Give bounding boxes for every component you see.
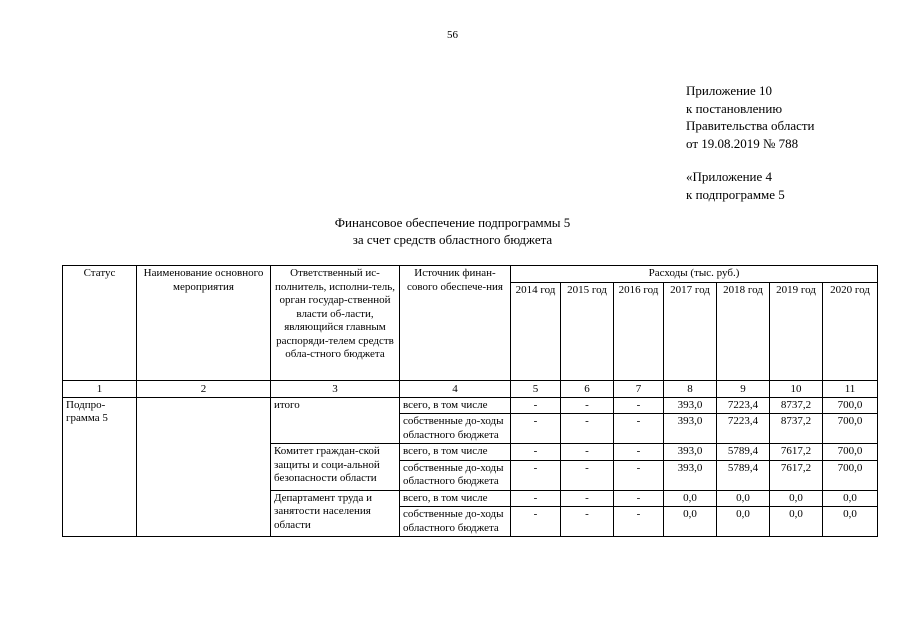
column-number: 5 xyxy=(511,380,561,397)
value-cell: 0,0 xyxy=(664,507,717,537)
column-number-row xyxy=(63,380,878,397)
appendix-line: Правительства области xyxy=(686,118,815,133)
column-number: 7 xyxy=(614,380,664,397)
appendix-line: от 19.08.2019 № 788 xyxy=(686,135,799,151)
value-cell: 393,0 xyxy=(664,460,717,490)
value-cell: - xyxy=(561,490,614,507)
value-cell: 5789,4 xyxy=(717,444,770,461)
header-year: 2020 год xyxy=(823,282,878,380)
appendix-line: к постановлению xyxy=(686,100,783,116)
value-cell: 7617,2 xyxy=(770,444,823,461)
financing-table xyxy=(62,265,878,537)
value-cell: 7223,4 xyxy=(717,397,770,414)
value-cell: - xyxy=(614,397,664,414)
value-cell: - xyxy=(561,460,614,490)
header-year: 2019 год xyxy=(770,282,823,380)
column-number: 4 xyxy=(400,380,511,397)
appendix-line: Приложение 10 xyxy=(686,83,773,98)
value-cell: 700,0 xyxy=(823,444,878,461)
value-cell: 700,0 xyxy=(823,414,878,444)
column-number: 9 xyxy=(717,380,770,397)
value-cell: - xyxy=(511,490,561,507)
value-cell: 5789,4 xyxy=(717,460,770,490)
status-cell: Подпро-грамма 5 xyxy=(63,397,137,537)
value-cell: 8737,2 xyxy=(770,397,823,414)
value-cell: 700,0 xyxy=(823,397,878,414)
header-expenses: Расходы (тыс. руб.) xyxy=(511,266,878,283)
value-cell: - xyxy=(614,507,664,537)
value-cell: - xyxy=(614,460,664,490)
source-cell: собственные до-ходы областного бюджета xyxy=(400,460,511,490)
value-cell: 7223,4 xyxy=(717,414,770,444)
value-cell: - xyxy=(614,414,664,444)
header-activity: Наименование основного мероприятия xyxy=(137,266,271,381)
header-year: 2015 год xyxy=(561,282,614,380)
document-title xyxy=(0,214,905,248)
header-year: 2017 год xyxy=(664,282,717,380)
appendix-line: «Приложение 4 xyxy=(686,169,773,184)
header-source: Источник финан-сового обеспече-ния xyxy=(400,266,511,381)
executor-cell: итого xyxy=(271,397,400,444)
header-executor: Ответственный ис-полнитель, исполни-тель, орган государ-ственной власти об-ласти, являющийся главным распоряди-телем средств обла-стного бюджета xyxy=(271,266,400,381)
value-cell: - xyxy=(511,444,561,461)
value-cell: - xyxy=(561,444,614,461)
source-cell: собственные до-ходы областного бюджета xyxy=(400,414,511,444)
value-cell: 0,0 xyxy=(664,490,717,507)
value-cell: 0,0 xyxy=(717,490,770,507)
column-number: 11 xyxy=(823,380,878,397)
value-cell: - xyxy=(614,490,664,507)
value-cell: - xyxy=(511,397,561,414)
value-cell: 393,0 xyxy=(664,444,717,461)
header-year: 2014 год xyxy=(511,282,561,380)
table-row xyxy=(63,397,878,414)
value-cell: 393,0 xyxy=(664,397,717,414)
title-line-1: Финансовое обеспечение подпрограммы 5 xyxy=(334,215,571,230)
value-cell: 700,0 xyxy=(823,460,878,490)
value-cell: - xyxy=(614,444,664,461)
source-cell: всего, в том числе xyxy=(400,397,511,414)
column-number: 10 xyxy=(770,380,823,397)
column-number: 3 xyxy=(271,380,400,397)
header-year: 2016 год xyxy=(614,282,664,380)
value-cell: - xyxy=(561,397,614,414)
appendix-header xyxy=(686,82,815,203)
value-cell: - xyxy=(511,507,561,537)
value-cell: - xyxy=(561,507,614,537)
source-cell: всего, в том числе xyxy=(400,444,511,461)
value-cell: - xyxy=(511,414,561,444)
source-cell: всего, в том числе xyxy=(400,490,511,507)
column-number: 8 xyxy=(664,380,717,397)
header-year: 2018 год xyxy=(717,282,770,380)
page-number: 56 xyxy=(447,29,458,41)
column-number: 6 xyxy=(561,380,614,397)
value-cell: 7617,2 xyxy=(770,460,823,490)
header-status: Статус xyxy=(63,266,137,381)
value-cell: 0,0 xyxy=(717,507,770,537)
value-cell: - xyxy=(561,414,614,444)
column-number: 2 xyxy=(137,380,271,397)
column-number: 1 xyxy=(63,380,137,397)
value-cell: 0,0 xyxy=(770,490,823,507)
source-cell: собственные до-ходы областного бюджета xyxy=(400,507,511,537)
title-line-2: за счет средств областного бюджета xyxy=(352,232,553,247)
appendix-line: к подпрограмме 5 xyxy=(686,186,785,202)
value-cell: 0,0 xyxy=(770,507,823,537)
value-cell: 0,0 xyxy=(823,490,878,507)
value-cell: 0,0 xyxy=(823,507,878,537)
value-cell: 8737,2 xyxy=(770,414,823,444)
activity-cell xyxy=(137,397,271,537)
executor-cell: Комитет граждан-ской защиты и соци-альной безопасности области xyxy=(271,444,400,491)
value-cell: 393,0 xyxy=(664,414,717,444)
value-cell: - xyxy=(511,460,561,490)
executor-cell: Департамент труда и занятости населения области xyxy=(271,490,400,537)
